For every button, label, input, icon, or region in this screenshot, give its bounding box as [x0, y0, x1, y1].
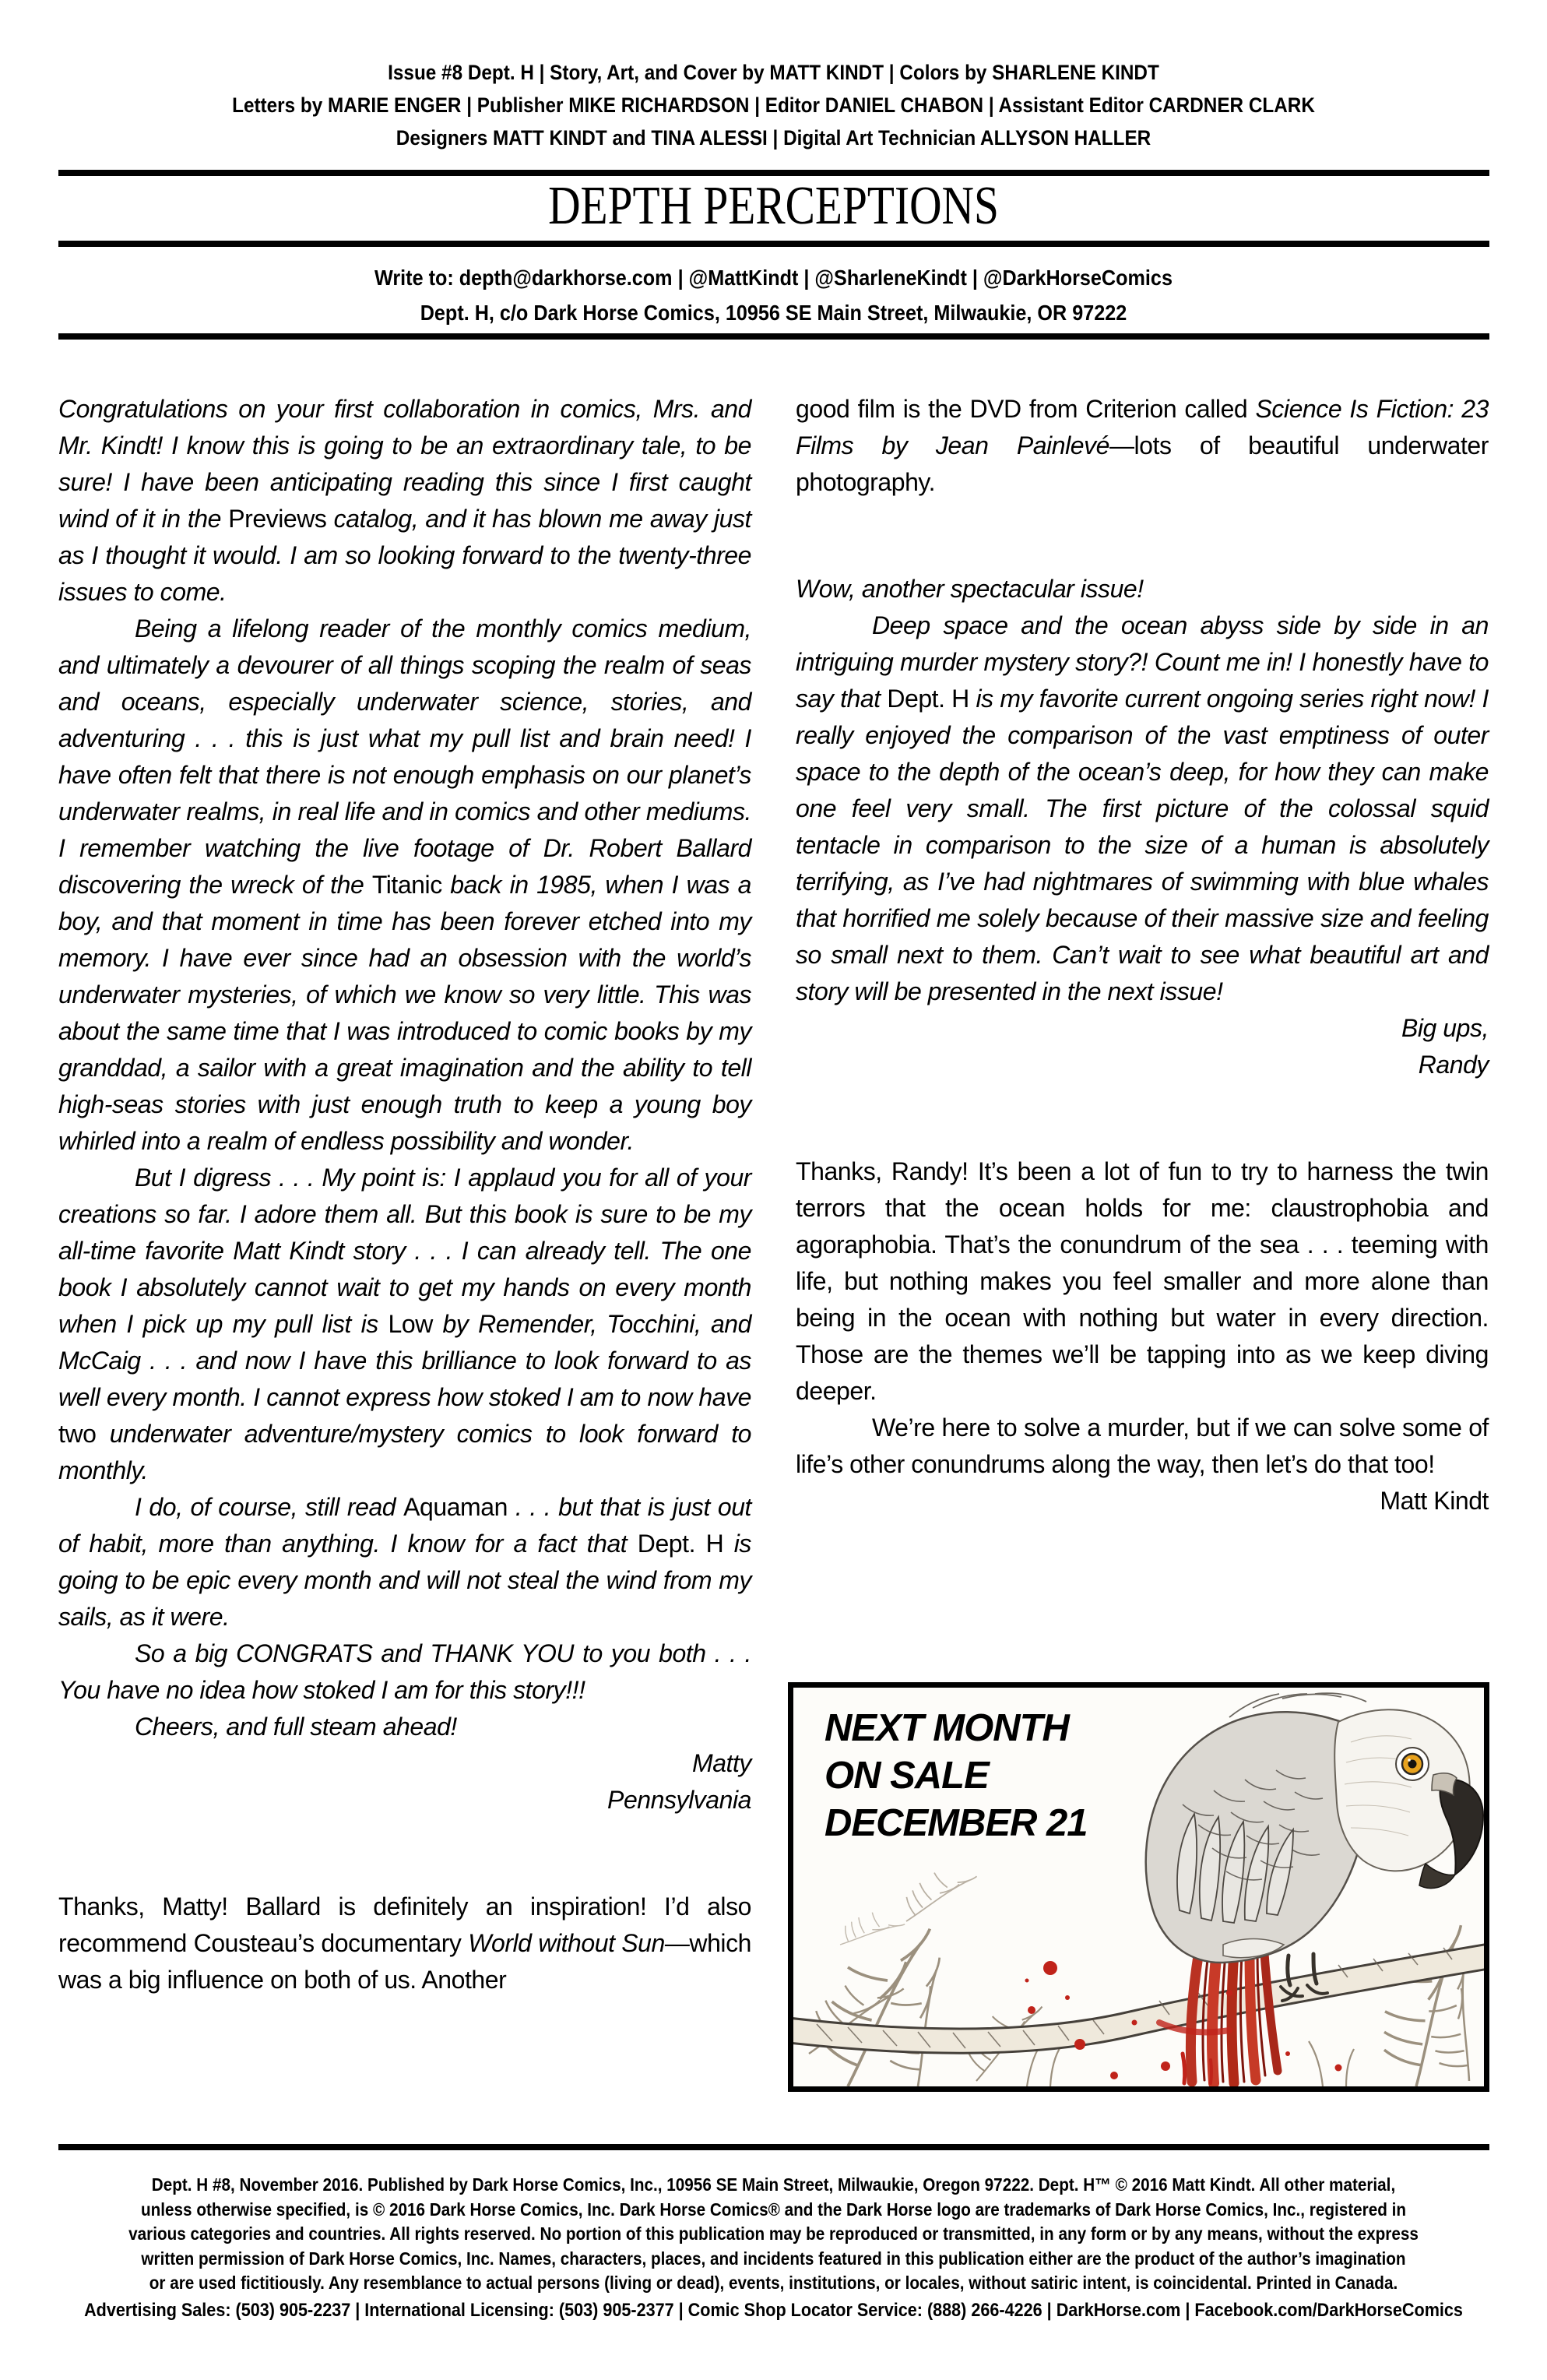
signature-line [796, 1010, 1489, 1047]
divider-rule [58, 241, 1489, 247]
legal-line: Dept. H #8, November 2016. Published by Dark Horse Comics, Inc., 10956 SE Main Street, Milwaukie, Oregon 97222. Dept. H™ © 2016 Matt Kindt. All other material, [151, 2174, 1396, 2195]
letters-column-right [796, 391, 1489, 1519]
text-segment: catalog, and it has blown me away just as I thought it would. I am so looking forward to the twenty-three issues to come. [58, 505, 751, 606]
legal-line: written permission of Dark Horse Comics, Inc. Names, characters, places, and incidents featured in this publication either are the product of the author’s imagination [141, 2248, 1406, 2269]
text-segment: Thanks, Matty! Ballard is definitely an inspiration! I’d also recommend Cousteau’s documentary [58, 1892, 751, 1957]
footer-legal [0, 2173, 1547, 2296]
contacts-line: Advertising Sales: (503) 905-2237 | International Licensing: (503) 905-2377 | Comic Shop Locator Service: (888) 266-4226 | DarkHorse.com | Facebook.com/DarkHorseComics [84, 2300, 1463, 2321]
text-segment: Matt Kindt [1380, 1487, 1489, 1515]
text-segment: Science Is Fiction: 23 Films by Jean Painlevé [796, 395, 1489, 459]
text-segment: Cheers, and full steam ahead! [135, 1713, 457, 1741]
legal-line: unless otherwise specified, is © 2016 Dark Horse Comics, Inc. Dark Horse Comics® and the Dark Horse logo are trademarks of Dark Horse Comics, Inc., registered in [140, 2199, 1407, 2220]
text-segment: is my favorite current ongoing series right now! I really enjoyed the comparison of the vast emptiness of outer space to the depth of the ocean’s deep, for how they can make one feel very small. The first picture of the colossal squid tentacle in comparison to the size of a human is absolutely terrifying, as I’ve had nightmares of swimming with blue whales that horrified me solely because of their massive size and feeling so small next to them. Can’t wait to see what beautiful art and story will be presented in the next issue! [796, 685, 1489, 1005]
letter-paragraph [796, 607, 1489, 1010]
text-segment: two [58, 1420, 97, 1448]
letter-paragraph [796, 571, 1489, 607]
text-segment: Dept. H [887, 685, 969, 713]
text-segment: Randy [1418, 1051, 1489, 1079]
masthead-credits [0, 56, 1547, 154]
text-segment: I do, of course, still read [135, 1493, 404, 1521]
letter-paragraph [58, 1489, 751, 1635]
text-segment: back in 1985, when I was a boy, and that moment in time has been forever etched into my memory. I have ever since had an obsession with the world’s underwater mysteries, of which we know so very little. This was about the same time that I was introduced to comic books by my granddad, a sailor with a great imagination and the ability to tell high-seas stories with just enough truth to keep a young boy whirled into a realm of endless possibility and wonder. [58, 871, 751, 1155]
text-segment: Titanic [371, 871, 442, 899]
credit-line: Issue #8 Dept. H | Story, Art, and Cover by MATT KINDT | Colors by SHARLENE KINDT [388, 61, 1159, 84]
signature-line [58, 1782, 751, 1818]
editor-reply-paragraph [796, 1153, 1489, 1410]
text-segment: Congratulations on your first collaboration in comics, Mrs. and Mr. Kindt! I know this is going to be an extraordinary tale, to be sure! I have been anticipating reading this since I first caught wind of it in the [58, 395, 751, 533]
next-month-line: ON SALE [824, 1755, 989, 1797]
text-segment: But I digress . . . My point is: I applaud you for all of your creations so far. I adore them all. But this book is sure to be my all-time favorite Matt Kindt story . . . I can already tell. The one book I absolutely cannot wait to get my hands on every month when I pick up my pull list is [58, 1164, 751, 1338]
text-segment: Thanks, Randy! It’s been a lot of fun to try to harness the twin terrors that the ocean holds for me: claustrophobia and agoraphobia. That’s the conundrum of the sea . . . teeming with life, but nothing makes you feel smaller and more alone than being in the ocean with nothing but water in every direction. Those are the themes we’ll be tapping into as we keep diving deeper. [796, 1157, 1489, 1405]
footer-contacts [0, 2300, 1547, 2322]
signature-line [796, 1047, 1489, 1083]
text-segment: Deep space and the ocean abyss side by side in an intriguing murder mystery story?! Count me in! I honestly have to say that [796, 611, 1489, 713]
write-to-line: Dept. H, c/o Dark Horse Comics, 10956 SE Main Street, Milwaukie, OR 97222 [420, 301, 1127, 325]
blood-drip-art [1183, 2054, 1185, 2083]
text-segment: —lots of beautiful underwater photography. [796, 431, 1489, 496]
text-segment: —which was a big influence on both of us. Another [58, 1929, 751, 1994]
text-segment: Previews [228, 505, 327, 533]
legal-line: or are used fictitiously. Any resemblance to actual persons (living or dead), events, institutions, or locales, without satiric intent, is coincidental. Printed in Canada. [149, 2273, 1398, 2293]
text-segment: Aquaman [403, 1493, 508, 1521]
text-segment: is going to be epic every month and will not steal the wind from my sails, as it were. [58, 1530, 751, 1631]
letter-paragraph [58, 1709, 751, 1745]
text-segment: Pennsylvania [607, 1786, 751, 1814]
divider-rule [58, 2144, 1489, 2150]
next-month-promo-box [788, 1682, 1489, 2092]
next-month-line: DECEMBER 21 [824, 1802, 1088, 1844]
text-segment: . . . but that is just out of habit, more than anything. I know for a fact that [58, 1493, 751, 1558]
text-segment: Big ups, [1401, 1014, 1489, 1042]
page-title [0, 173, 1547, 240]
next-month-label [824, 1705, 1088, 1847]
letter-paragraph [58, 391, 751, 611]
text-segment: We’re here to solve a murder, but if we can solve some of life’s other conundrums along the way, then let’s do that too! [796, 1414, 1489, 1478]
letter-paragraph [58, 611, 751, 1160]
editor-reply-paragraph [796, 391, 1489, 501]
letter-paragraph [58, 1635, 751, 1709]
tail-art [1190, 1943, 1278, 2083]
credit-line: Designers MATT KINDT and TINA ALESSI | Digital Art Technician ALLYSON HALLER [396, 126, 1151, 150]
signature-line [58, 1745, 751, 1782]
page-title-text: DEPTH PERCEPTIONS [548, 176, 999, 236]
editor-reply-paragraph [58, 1889, 751, 1998]
branch-art [793, 1944, 1484, 2053]
text-segment: World without Sun [468, 1929, 665, 1957]
text-segment: So a big CONGRATS and THANK YOU to you both . . . You have no idea how stoked I am for this story!!! [58, 1639, 751, 1704]
editor-reply-paragraph [796, 1410, 1489, 1483]
text-segment: Low [388, 1310, 433, 1338]
signature-line [796, 1483, 1489, 1519]
next-month-line: NEXT MONTH [824, 1707, 1069, 1749]
write-to-block [0, 260, 1547, 330]
divider-rule [58, 333, 1489, 340]
text-segment: Dept. H [637, 1530, 724, 1558]
parrot-body-art [1146, 1693, 1369, 1963]
legal-line: various categories and countries. All rights reserved. No portion of this publication may be reproduced or transmitted, in any form or by any means, without the express [128, 2223, 1419, 2244]
text-segment: underwater adventure/mystery comics to look forward to monthly. [58, 1420, 751, 1484]
text-segment: Wow, another spectacular issue! [796, 575, 1144, 603]
credit-line: Letters by MARIE ENGER | Publisher MIKE RICHARDSON | Editor DANIEL CHABON | Assistant Editor CARDNER CLARK [232, 93, 1315, 117]
text-segment: good film is the DVD from Criterion called [796, 395, 1256, 423]
write-to-line: Write to: depth@darkhorse.com | @MattKindt | @SharleneKindt | @DarkHorseComics [374, 266, 1173, 290]
letters-column-left [58, 391, 751, 1998]
letter-paragraph [58, 1160, 751, 1489]
text-segment: Matty [692, 1749, 751, 1777]
text-segment: by Remender, Tocchini, and McCaig . . . and now I have this brilliance to look forward to as well every month. I cannot express how stoked I am to now have [58, 1310, 751, 1411]
parrot-head-art [1334, 1709, 1483, 1888]
text-segment: Being a lifelong reader of the monthly comics medium, and ultimately a devourer of all things scoping the realm of seas and oceans, especially underwater science, stories, and adventuring . . . this is just what my pull list and brain need! I have often felt that there is not enough emphasis on our planet’s underwater realms, in real life and in comics and other mediums. I remember watching the live footage of Dr. Robert Ballard discovering the wreck of the [58, 614, 751, 899]
